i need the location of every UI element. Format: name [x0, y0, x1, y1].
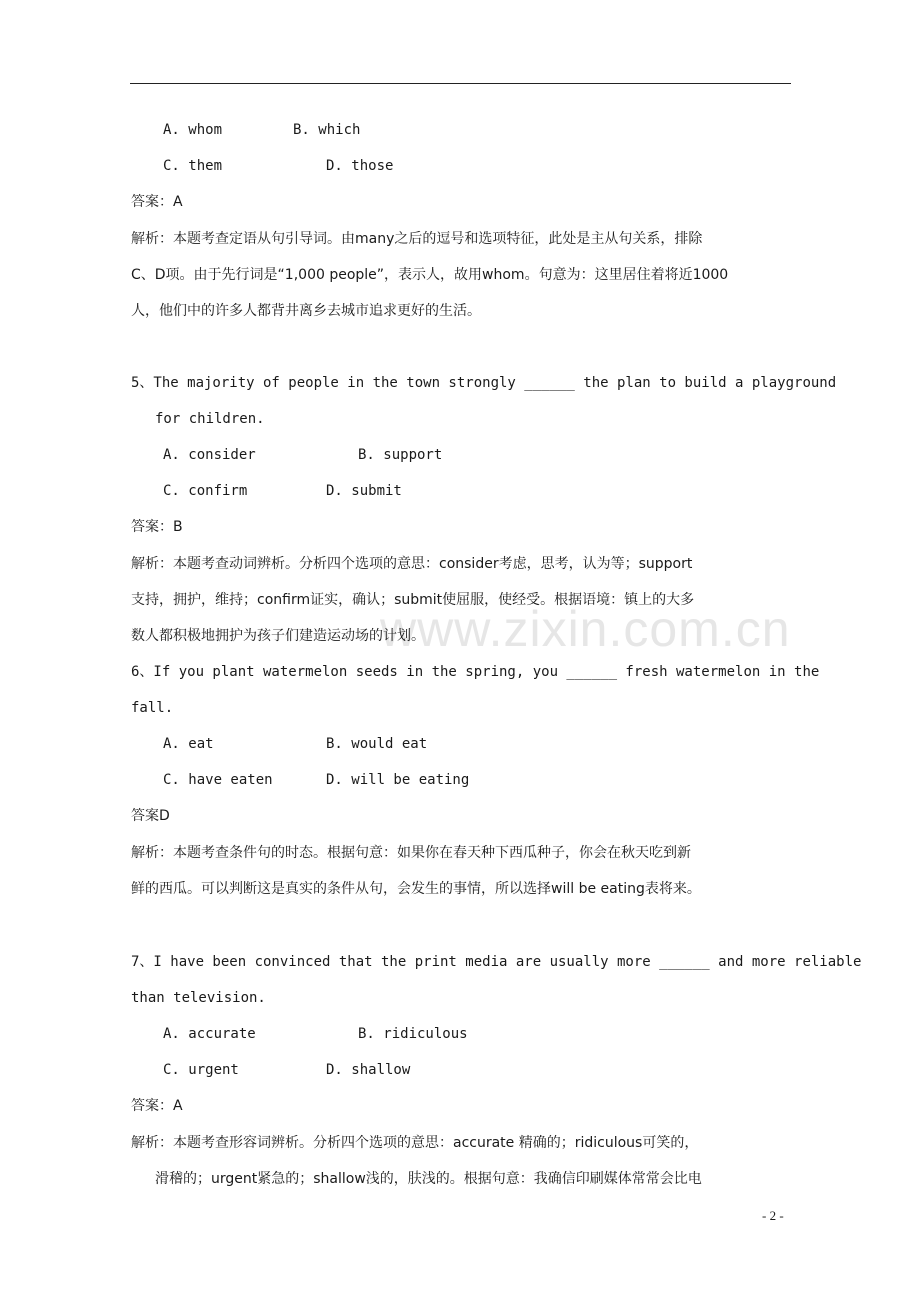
header-rule: [130, 83, 791, 84]
q4-analysis-line-1: 解析：本题考查定语从句引导词。由many之后的逗号和选项特征，此处是主从句关系，排除: [131, 231, 703, 247]
q4-option-b: B. which: [293, 122, 361, 138]
q7-analysis-line-1: 解析：本题考查形容词辨析。分析四个选项的意思：accurate 精确的；ridiculous可笑的，: [131, 1135, 699, 1151]
q4-analysis-line-2: C、D项。由于先行词是“1,000 people”，表示人，故用whom。句意为：这里居住着将近1000: [131, 267, 729, 283]
q7-option-b: B. ridiculous: [358, 1026, 468, 1042]
q6-stem-line-1: 6、If you plant watermelon seeds in the spring, you ______ fresh watermelon in the: [131, 664, 820, 680]
q6-option-c: C. have eaten: [163, 772, 273, 788]
q4-option-c: C. them: [163, 158, 223, 174]
q5-analysis-line-3: 数人都积极地拥护为孩子们建造运动场的计划。: [131, 628, 425, 644]
q7-option-c: C. urgent: [163, 1062, 239, 1078]
q5-option-c: C. confirm: [163, 483, 248, 499]
q7-option-d: D. shallow: [326, 1062, 411, 1078]
q6-option-d: D. will be eating: [326, 772, 470, 788]
q4-answer: 答案：A: [131, 194, 183, 210]
q6-option-b: B. would eat: [326, 736, 428, 752]
q5-stem-line-2: for children.: [155, 411, 265, 427]
q5-answer: 答案：B: [131, 519, 183, 535]
q4-option-a: A. whom: [163, 122, 223, 138]
q7-stem-line-2: than television.: [131, 990, 266, 1006]
q6-option-a: A. eat: [163, 736, 214, 752]
q6-stem-line-2: fall.: [131, 700, 174, 716]
q4-option-d: D. those: [326, 158, 394, 174]
q5-analysis-line-1: 解析：本题考查动词辨析。分析四个选项的意思：consider考虑，思考，认为等；support: [131, 556, 693, 572]
q7-option-a: A. accurate: [163, 1026, 256, 1042]
q5-analysis-line-2: 支持，拥护，维持；confirm证实，确认；submit使屈服，使经受。根据语境：镇上的大多: [131, 592, 695, 608]
q6-analysis-line-2: 鲜的西瓜。可以判断这是真实的条件从句，会发生的事情，所以选择will be eating表将来。: [131, 881, 701, 897]
q6-answer: 答案D: [131, 808, 170, 824]
q7-stem-line-1: 7、I have been convinced that the print media are usually more ______ and more reliable: [131, 954, 862, 970]
q7-analysis-line-2: 滑稽的；urgent紧急的；shallow浅的，肤浅的。根据句意：我确信印刷媒体常常会比电: [155, 1171, 702, 1187]
q4-analysis-line-3: 人，他们中的许多人都背井离乡去城市追求更好的生活。: [131, 303, 481, 319]
page-number: - 2 -: [762, 1208, 784, 1223]
q5-option-d: D. submit: [326, 483, 402, 499]
q5-option-a: A. consider: [163, 447, 256, 463]
watermark: www.zixin.com.cn: [380, 601, 791, 657]
q6-analysis-line-1: 解析：本题考查条件句的时态。根据句意：如果你在春天种下西瓜种子，你会在秋天吃到新: [131, 845, 691, 861]
q7-answer: 答案：A: [131, 1098, 183, 1114]
q5-stem-line-1: 5、The majority of people in the town strongly ______ the plan to build a playground: [131, 375, 837, 391]
q5-option-b: B. support: [358, 447, 443, 463]
